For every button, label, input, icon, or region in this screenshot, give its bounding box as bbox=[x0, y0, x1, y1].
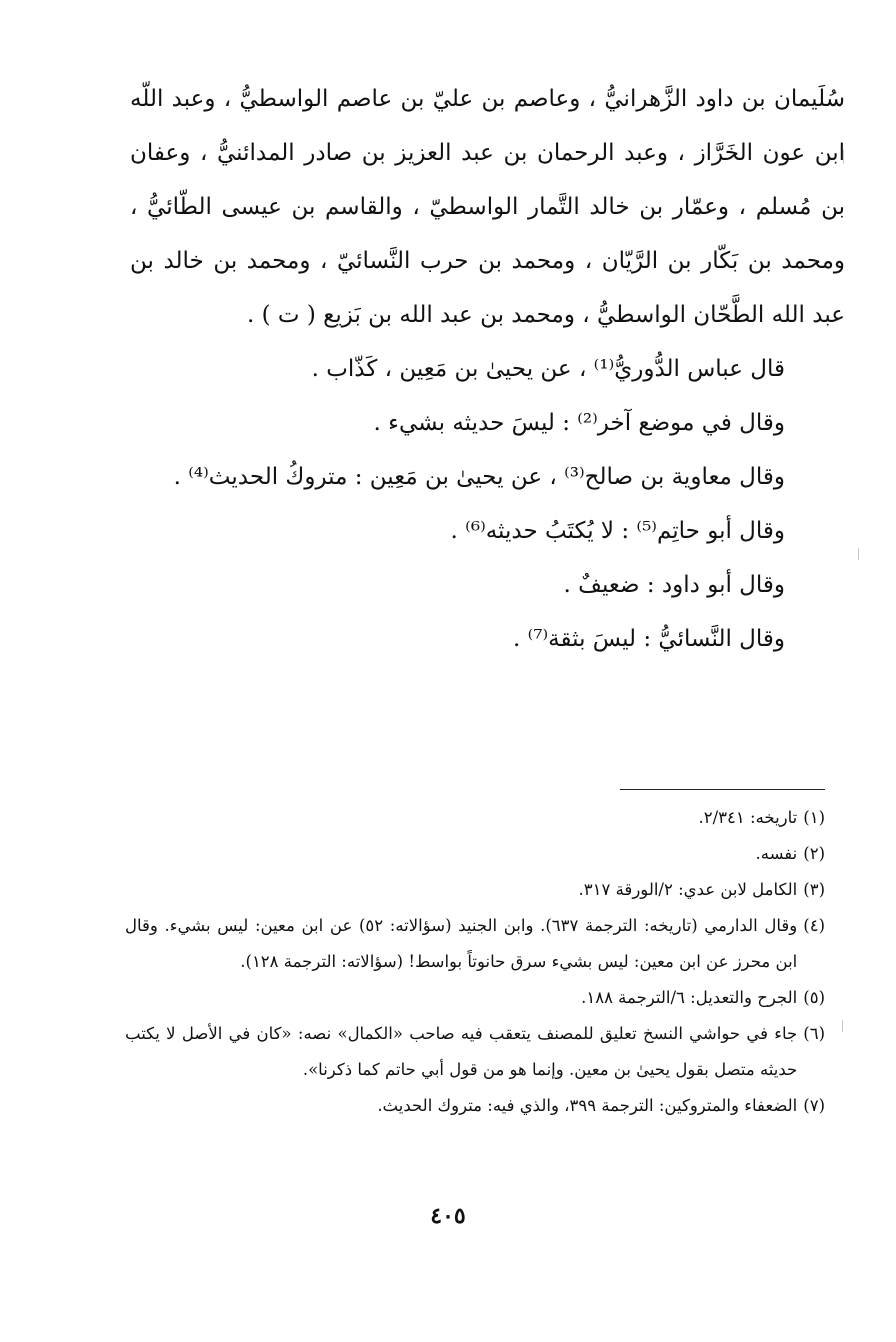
footnote-item bbox=[125, 836, 825, 872]
footnotes bbox=[125, 800, 825, 1124]
paragraph-narrators-list: سُلَيمان بن داود الزَّهرانيُّ ، وعاصم بن عليّ بن عاصم الواسطيُّ ، وعبد اللّه ابن عون الخَرَّاز ، وعبد الرحمان بن عبد العزيز بن صادر المدائنيُّ ، وعفان بن مُسلم ، وعمّار بن خالد التَّمار الواسطيّ ، والقاسم بن عيسى الطّائيُّ ، ومحمد بن بَكّار بن الرَّيّان ، ومحمد بن حرب النَّسائيّ ، ومحمد بن خالد بن عبد الله الطَّحّان الواسطيُّ ، ومحمد بن عبد الله بن بَزيع ( ت ) . bbox=[130, 86, 845, 328]
paragraph-abu-hatim: وقال أبو حاتِم⁽⁵⁾ : لا يُكتَبُ حديثه⁽⁶⁾ . bbox=[450, 518, 785, 544]
footnote-number: (٣) bbox=[803, 880, 825, 899]
paragraph-abbas-duri: قال عباس الدُّوريُّ⁽¹⁾ ، عن يحيىٰ بن مَعِين ، كَذّاب . bbox=[311, 356, 785, 382]
footnote-number: (٧) bbox=[803, 1096, 825, 1115]
footnote-text: الكامل لابن عدي: ٢/الورقة ٣١٧. bbox=[578, 880, 798, 899]
footnote-number: (١) bbox=[803, 808, 825, 827]
paragraph-nasai: وقال النَّسائيُّ : ليسَ بثقة⁽⁷⁾ . bbox=[513, 626, 785, 652]
paragraph-another-place: وقال في موضع آخر⁽²⁾ : ليسَ حديثه بشيء . bbox=[373, 410, 785, 436]
footnote-number: (٤) bbox=[803, 916, 825, 935]
footnote-number: (٥) bbox=[803, 988, 825, 1007]
page-number: ٤٠٥ bbox=[430, 1203, 466, 1229]
footnote-item bbox=[125, 800, 825, 836]
footnote-text: وقال الدارمي (تاريخه: الترجمة ٦٣٧). وابن الجنيد (سؤالاته: ٥٢) عن ابن معين: ليس بشيء. وقال ابن محرز عن ابن معين: ليس بشيء سرق حانوتاً بواسط! (سؤالاته: الترجمة ١٢٨). bbox=[125, 916, 798, 971]
main-text bbox=[130, 72, 845, 666]
footnote-text: الجرح والتعديل: ٦/الترجمة ١٨٨. bbox=[581, 988, 798, 1007]
margin-tick bbox=[858, 548, 859, 560]
footnote-item bbox=[125, 1016, 825, 1088]
paragraph-muawiya: وقال معاوية بن صالح⁽³⁾ ، عن يحيىٰ بن مَعِين : متروكُ الحديث⁽⁴⁾ . bbox=[173, 464, 785, 490]
footnote-item bbox=[125, 980, 825, 1016]
footnote-text: جاء في حواشي النسخ تعليق للمصنف يتعقب فيه صاحب «الكمال» نصه: «كان في الأصل لا يكتب حديثه متصل بقول يحيىٰ بن معين. وإنما هو من قول أبي حاتم كما ذكرنا». bbox=[125, 1024, 798, 1079]
footnote-text: الضعفاء والمتروكين: الترجمة ٣٩٩، والذي فيه: متروك الحديث. bbox=[377, 1096, 798, 1115]
footnote-item bbox=[125, 1088, 825, 1124]
footnote-text: تاريخه: ٢/٣٤١. bbox=[698, 808, 798, 827]
footnote-number: (٢) bbox=[803, 844, 825, 863]
footnote-number: (٦) bbox=[803, 1024, 825, 1043]
footnote-item bbox=[125, 908, 825, 980]
footnote-text: نفسه. bbox=[755, 844, 798, 863]
footnote-separator bbox=[620, 789, 825, 790]
footnote-item bbox=[125, 872, 825, 908]
margin-tick bbox=[842, 1020, 843, 1032]
paragraph-abu-dawud: وقال أبو داود : ضعيفٌ . bbox=[563, 572, 785, 598]
